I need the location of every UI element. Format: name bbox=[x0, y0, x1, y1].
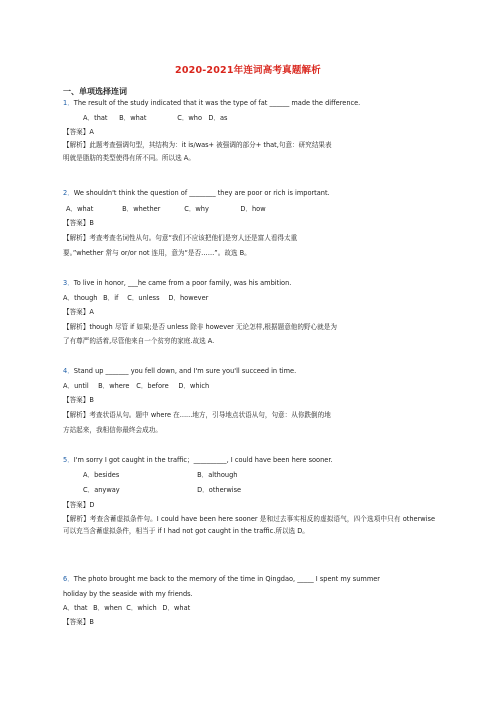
option-a: A．though bbox=[63, 294, 98, 302]
question-4-answer: 【答案】B bbox=[63, 396, 94, 404]
question-5-options-row-2 bbox=[83, 486, 241, 495]
question-number: 4． bbox=[63, 367, 74, 375]
option-d: D．as bbox=[208, 114, 228, 122]
question-6-stem: 6．The photo brought me back to the memory of the time in Qingdao, _____ I spent my summer bbox=[63, 575, 381, 583]
option-d: D．otherwise bbox=[197, 486, 242, 494]
question-3-options bbox=[63, 294, 208, 303]
question-number: 3． bbox=[63, 279, 74, 287]
question-2-analysis-cont: 要。”whether 常与 or/or not 连用，意为“是否……”。故选 B。 bbox=[63, 249, 251, 257]
question-5-options-row-1 bbox=[83, 471, 237, 480]
option-c: C．why bbox=[184, 205, 209, 213]
question-6-stem-cont: holiday by the seaside with my friends. bbox=[63, 590, 193, 598]
option-d: D．which bbox=[178, 382, 210, 390]
question-4-analysis-cont: 方站起来，我相信你最终会成功。 bbox=[63, 426, 162, 434]
question-2-options bbox=[66, 205, 266, 214]
option-d: D．however bbox=[168, 294, 209, 302]
question-number: 6． bbox=[63, 575, 74, 583]
question-number: 2． bbox=[63, 189, 74, 197]
option-b: B．if bbox=[103, 294, 119, 302]
option-c: C．anyway bbox=[83, 486, 120, 494]
question-1-analysis-cont: 明就是脂肪的类型使得有所不同。所以选 A。 bbox=[63, 154, 195, 162]
question-1-stem: 1．The result of the study indicated that it was the type of fat ______ made the difference. bbox=[63, 99, 361, 107]
option-d: D．how bbox=[240, 205, 266, 213]
question-3-analysis: 【解析】though 尽管 if 如果;是否 unless 除非 however 无论怎样,根据题意他的野心就是为 bbox=[63, 323, 337, 331]
question-number: 5． bbox=[63, 456, 74, 464]
question-number: 1． bbox=[63, 99, 74, 107]
question-1-answer: 【答案】A bbox=[63, 128, 94, 136]
question-3-stem: 3．To live in honor, ___he came from a poor family, was his ambition. bbox=[63, 279, 292, 287]
question-3-analysis-cont: 了有尊严的活着,尽管他来自一个贫穷的家庭.故选 A. bbox=[63, 337, 215, 345]
question-4-stem: 4．Stand up _______ you fell down, and I'm sure you'll succeed in time. bbox=[63, 367, 297, 375]
option-c: C．before bbox=[136, 382, 169, 390]
option-c: C．who bbox=[177, 114, 203, 122]
option-a: A．that bbox=[83, 114, 108, 122]
option-b: B．whether bbox=[122, 205, 161, 213]
option-b: B．although bbox=[197, 471, 238, 479]
question-2-analysis: 【解析】考查考查名词性从句。句意“我们不应该把他们是穷人还是富人看得太重 bbox=[63, 234, 298, 242]
document-title: 2020-2021年连词高考真题解析 bbox=[175, 65, 321, 76]
option-b: B．what bbox=[119, 114, 147, 122]
option-b: B．where bbox=[98, 382, 130, 390]
question-5-analysis: 【解析】考查含蓄虚拟条件句。I could have been here sooner 是和过去事实相反的虚拟语气，四个选项中只有 otherwise 可以充当含蓄虚拟条件，相当于 if I had not got caught in the traffic.所以选 D。 bbox=[63, 515, 435, 535]
option-a: A．what bbox=[66, 205, 94, 213]
question-2-answer: 【答案】B bbox=[63, 219, 94, 227]
section-heading: 一、单项选择连词 bbox=[63, 87, 127, 96]
question-3-answer: 【答案】A bbox=[63, 308, 94, 316]
option-b: B．when bbox=[93, 604, 123, 612]
option-a: A．that bbox=[63, 604, 88, 612]
option-a: A．besides bbox=[83, 471, 120, 479]
question-6-options bbox=[63, 604, 190, 613]
option-a: A．until bbox=[63, 382, 89, 390]
option-c: C．unless bbox=[127, 294, 160, 302]
question-4-options bbox=[63, 382, 209, 391]
option-c: C．which bbox=[126, 604, 157, 612]
question-2-stem: 2．We shouldn't think the question of ________ they are poor or rich is important. bbox=[63, 189, 330, 197]
question-1-analysis: 【解析】此题考查强调句型，其结构为：it is/was+ 被强调的部分+ that,句意：研究结果表 bbox=[63, 141, 332, 149]
option-d: D．what bbox=[162, 604, 191, 612]
question-1-options bbox=[83, 114, 227, 123]
question-4-analysis: 【解析】考查状语从句。题中 where 在......地方，引导地点状语从句，句意：从你跌倒的地 bbox=[63, 411, 331, 419]
question-5-stem: 5．I'm sorry I got caught in the traffic；__________, I could have been here sooner. bbox=[63, 456, 333, 464]
question-6-answer: 【答案】B bbox=[63, 618, 94, 626]
question-5-answer: 【答案】D bbox=[63, 501, 95, 509]
